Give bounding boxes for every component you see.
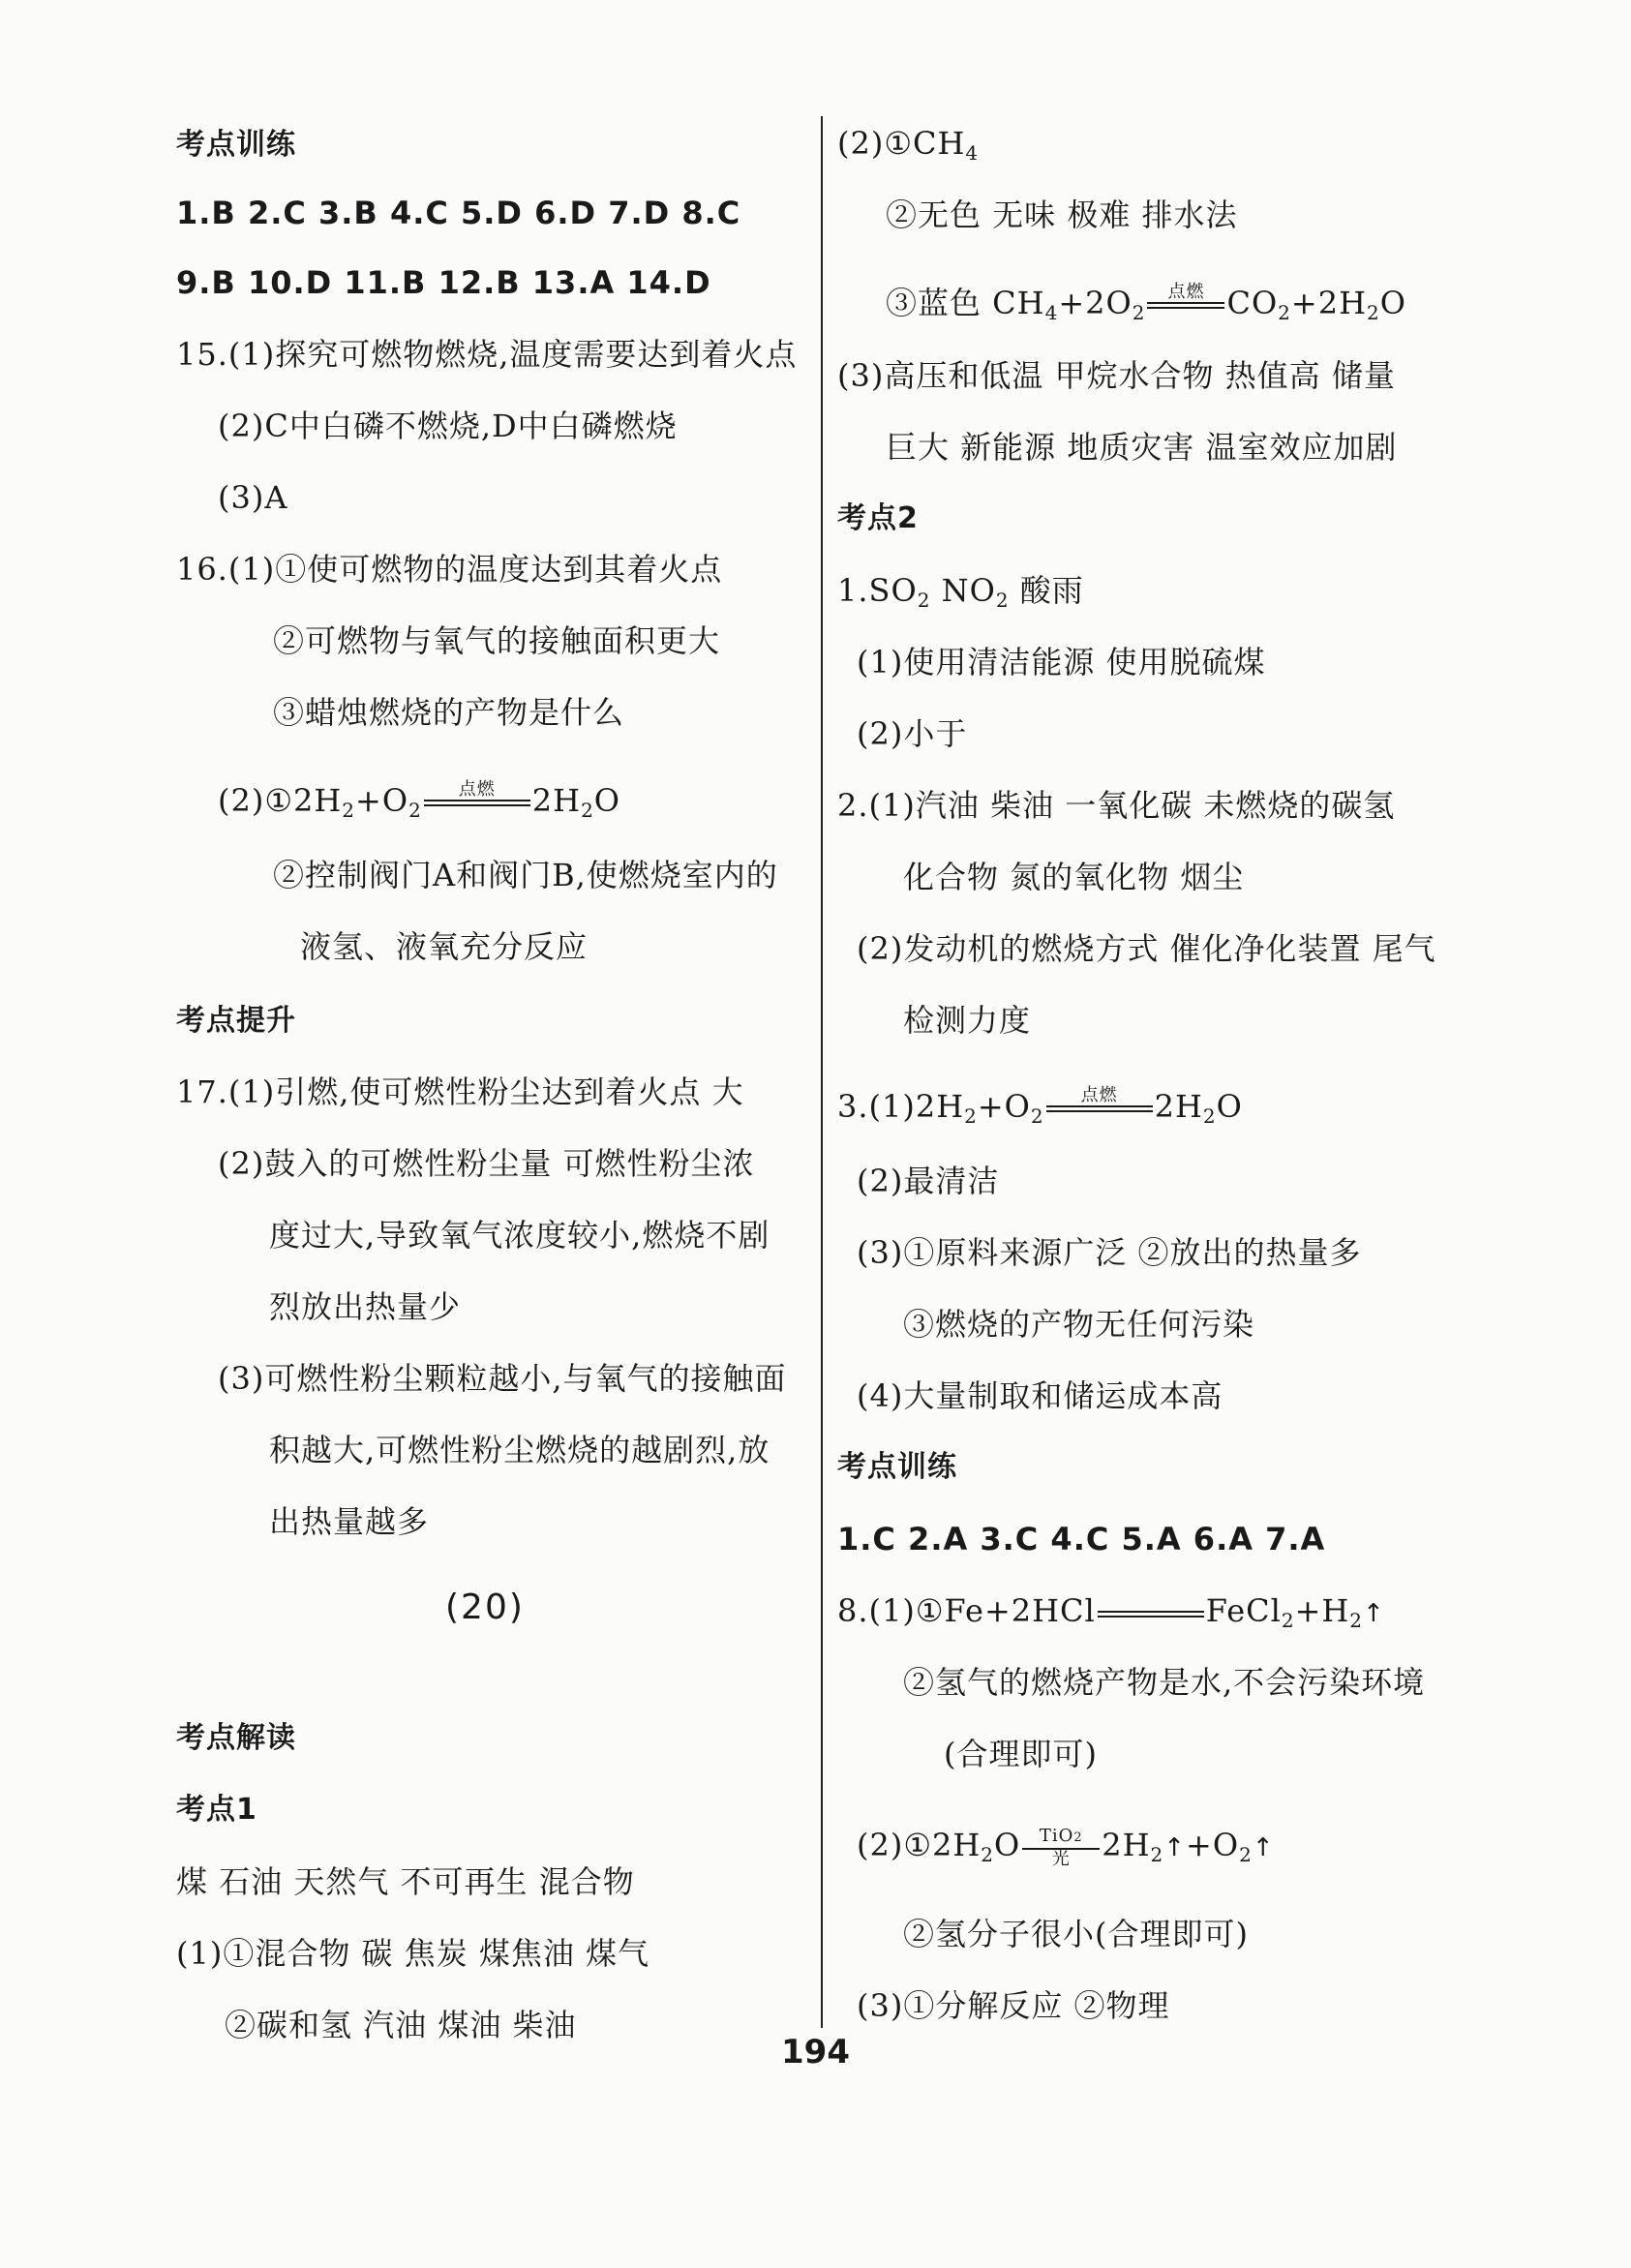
q15-line-3: (3)A (218, 479, 288, 516)
r-line-16: ③燃烧的产物无任何污染 (903, 1306, 1255, 1343)
q15-line-1: 15.(1)探究可燃物燃烧,温度需要达到着火点 (176, 336, 798, 373)
r-line-3-equation: ③蓝色 $CH_4+2O_2$ 点燃 $CO_2+2H_2O$ (886, 283, 1406, 332)
q16-equation: $(2)①2H_2+O_2$ 点燃 $2H_2O$ (218, 780, 620, 830)
q16-line-5: ②控制阀门A和阀门B,使燃烧室内的 (273, 857, 778, 893)
r-line-5: 巨大 新能源 地质灾害 温室效应加剧 (886, 429, 1398, 466)
q16-line-3: ③蜡烛燃烧的产物是什么 (273, 694, 625, 731)
heading-kaodian-xunlian-2: 考点训练 (837, 1450, 957, 1484)
q17-line-2: (2)鼓入的可燃性粉尘量 可燃性粉尘浓 (218, 1145, 755, 1182)
gas-up-arrow-icon: ↑ (1363, 1599, 1385, 1628)
reaction-condition: 点燃 (1046, 1086, 1153, 1132)
gas-up-arrow-icon: ↑ (1163, 1833, 1187, 1862)
k1-line-3: ②碳和氢 汽油 煤油 柴油 (225, 2007, 577, 2043)
answer-row-1: 1.B 2.C 3.B 4.C 5.D 6.D 7.D 8.C (176, 195, 741, 231)
r-line-7: (1)使用清洁能源 使用脱硫煤 (857, 644, 1266, 680)
page-number: 194 (781, 2033, 850, 2071)
q17-line-1: 17.(1)引燃,使可燃性粉尘达到着火点 大 (176, 1074, 744, 1110)
r-line-19-equation: 8.(1)①Fe+2HCl $FeCl_2+H_2↑$ (837, 1592, 1385, 1632)
column-divider (821, 116, 823, 2028)
reaction-sign (1098, 1611, 1204, 1618)
r-line-22-equation: $(2)①2H_2O$ TiO2 光 $2H_2↑+O_2↑$ (857, 1825, 1275, 1869)
q17-line-5: (3)可燃性粉尘颗粒越小,与氧气的接触面 (218, 1360, 787, 1397)
r-line-1: $(2)①CH_4$ (837, 125, 980, 165)
q17-line-7: 出热量越多 (269, 1503, 430, 1540)
r-line-13-equation: $3.(1)2H_2+O_2$ 点燃 $2H_2O$ (837, 1086, 1243, 1135)
q15-line-2: (2)C中白磷不燃烧,D中白磷燃烧 (218, 408, 678, 444)
r-line-11: (2)发动机的燃烧方式 催化净化装置 尾气 (857, 930, 1436, 967)
heading-kaodian-tisheng: 考点提升 (176, 1004, 296, 1038)
gas-up-arrow-icon: ↑ (1252, 1833, 1275, 1862)
q16-line-6: 液氢、液氧充分反应 (300, 928, 589, 965)
reaction-condition: TiO2 光 (1022, 1827, 1100, 1869)
heading-kaodian-jiedu: 考点解读 (176, 1721, 296, 1755)
r-line-6: $1.SO_2$ $NO_2$ 酸雨 (837, 572, 1084, 612)
r-line-20: ②氢气的燃烧产物是水,不会污染环境 (903, 1664, 1426, 1701)
r-line-21: (合理即可) (944, 1736, 1098, 1772)
r-answer-row: 1.C 2.A 3.C 4.C 5.A 6.A 7.A (837, 1521, 1326, 1557)
r-line-10: 化合物 氮的氧化物 烟尘 (903, 859, 1245, 895)
heading-kaodian-2: 考点2 (837, 501, 919, 535)
reaction-condition: 点燃 (1147, 283, 1224, 328)
q17-line-4: 烈放出热量少 (269, 1288, 462, 1325)
q16-line-2: ②可燃物与氧气的接触面积更大 (273, 622, 721, 659)
r-line-24: (3)①分解反应 ②物理 (857, 1987, 1170, 2024)
r-line-2: ②无色 无味 极难 排水法 (886, 197, 1238, 233)
answer-row-2: 9.B 10.D 11.B 12.B 13.A 14.D (176, 264, 711, 301)
q17-line-3: 度过大,导致氧气浓度较小,燃烧不剧 (269, 1217, 770, 1254)
reaction-condition: 点燃 (424, 780, 530, 826)
r-line-8: (2)小于 (857, 715, 968, 752)
r-line-23: ②氢分子很小(合理即可) (903, 1916, 1249, 1952)
r-line-17: (4)大量制取和储运成本高 (857, 1377, 1223, 1414)
heading-kaodian-1: 考点1 (176, 1793, 257, 1827)
r-line-4: (3)高压和低温 甲烷水合物 热值高 储量 (837, 357, 1396, 394)
r-line-15: (3)①原料来源广泛 ②放出的热量多 (857, 1234, 1362, 1271)
r-line-12: 检测力度 (903, 1002, 1032, 1039)
heading-kaodian-xunlian: 考点训练 (176, 128, 296, 162)
k1-line-1: 煤 石油 天然气 不可再生 混合物 (176, 1863, 635, 1900)
r-line-9: 2.(1)汽油 柴油 一氧化碳 未燃烧的碳氢 (837, 787, 1396, 824)
section-number: (20) (445, 1588, 525, 1627)
q17-line-6: 积越大,可燃性粉尘燃烧的越剧烈,放 (269, 1432, 770, 1468)
q16-line-1: 16.(1)①使可燃物的温度达到其着火点 (176, 551, 723, 588)
k1-line-2: (1)①混合物 碳 焦炭 煤焦油 煤气 (176, 1935, 650, 1972)
r-line-14: (2)最清洁 (857, 1163, 1000, 1199)
